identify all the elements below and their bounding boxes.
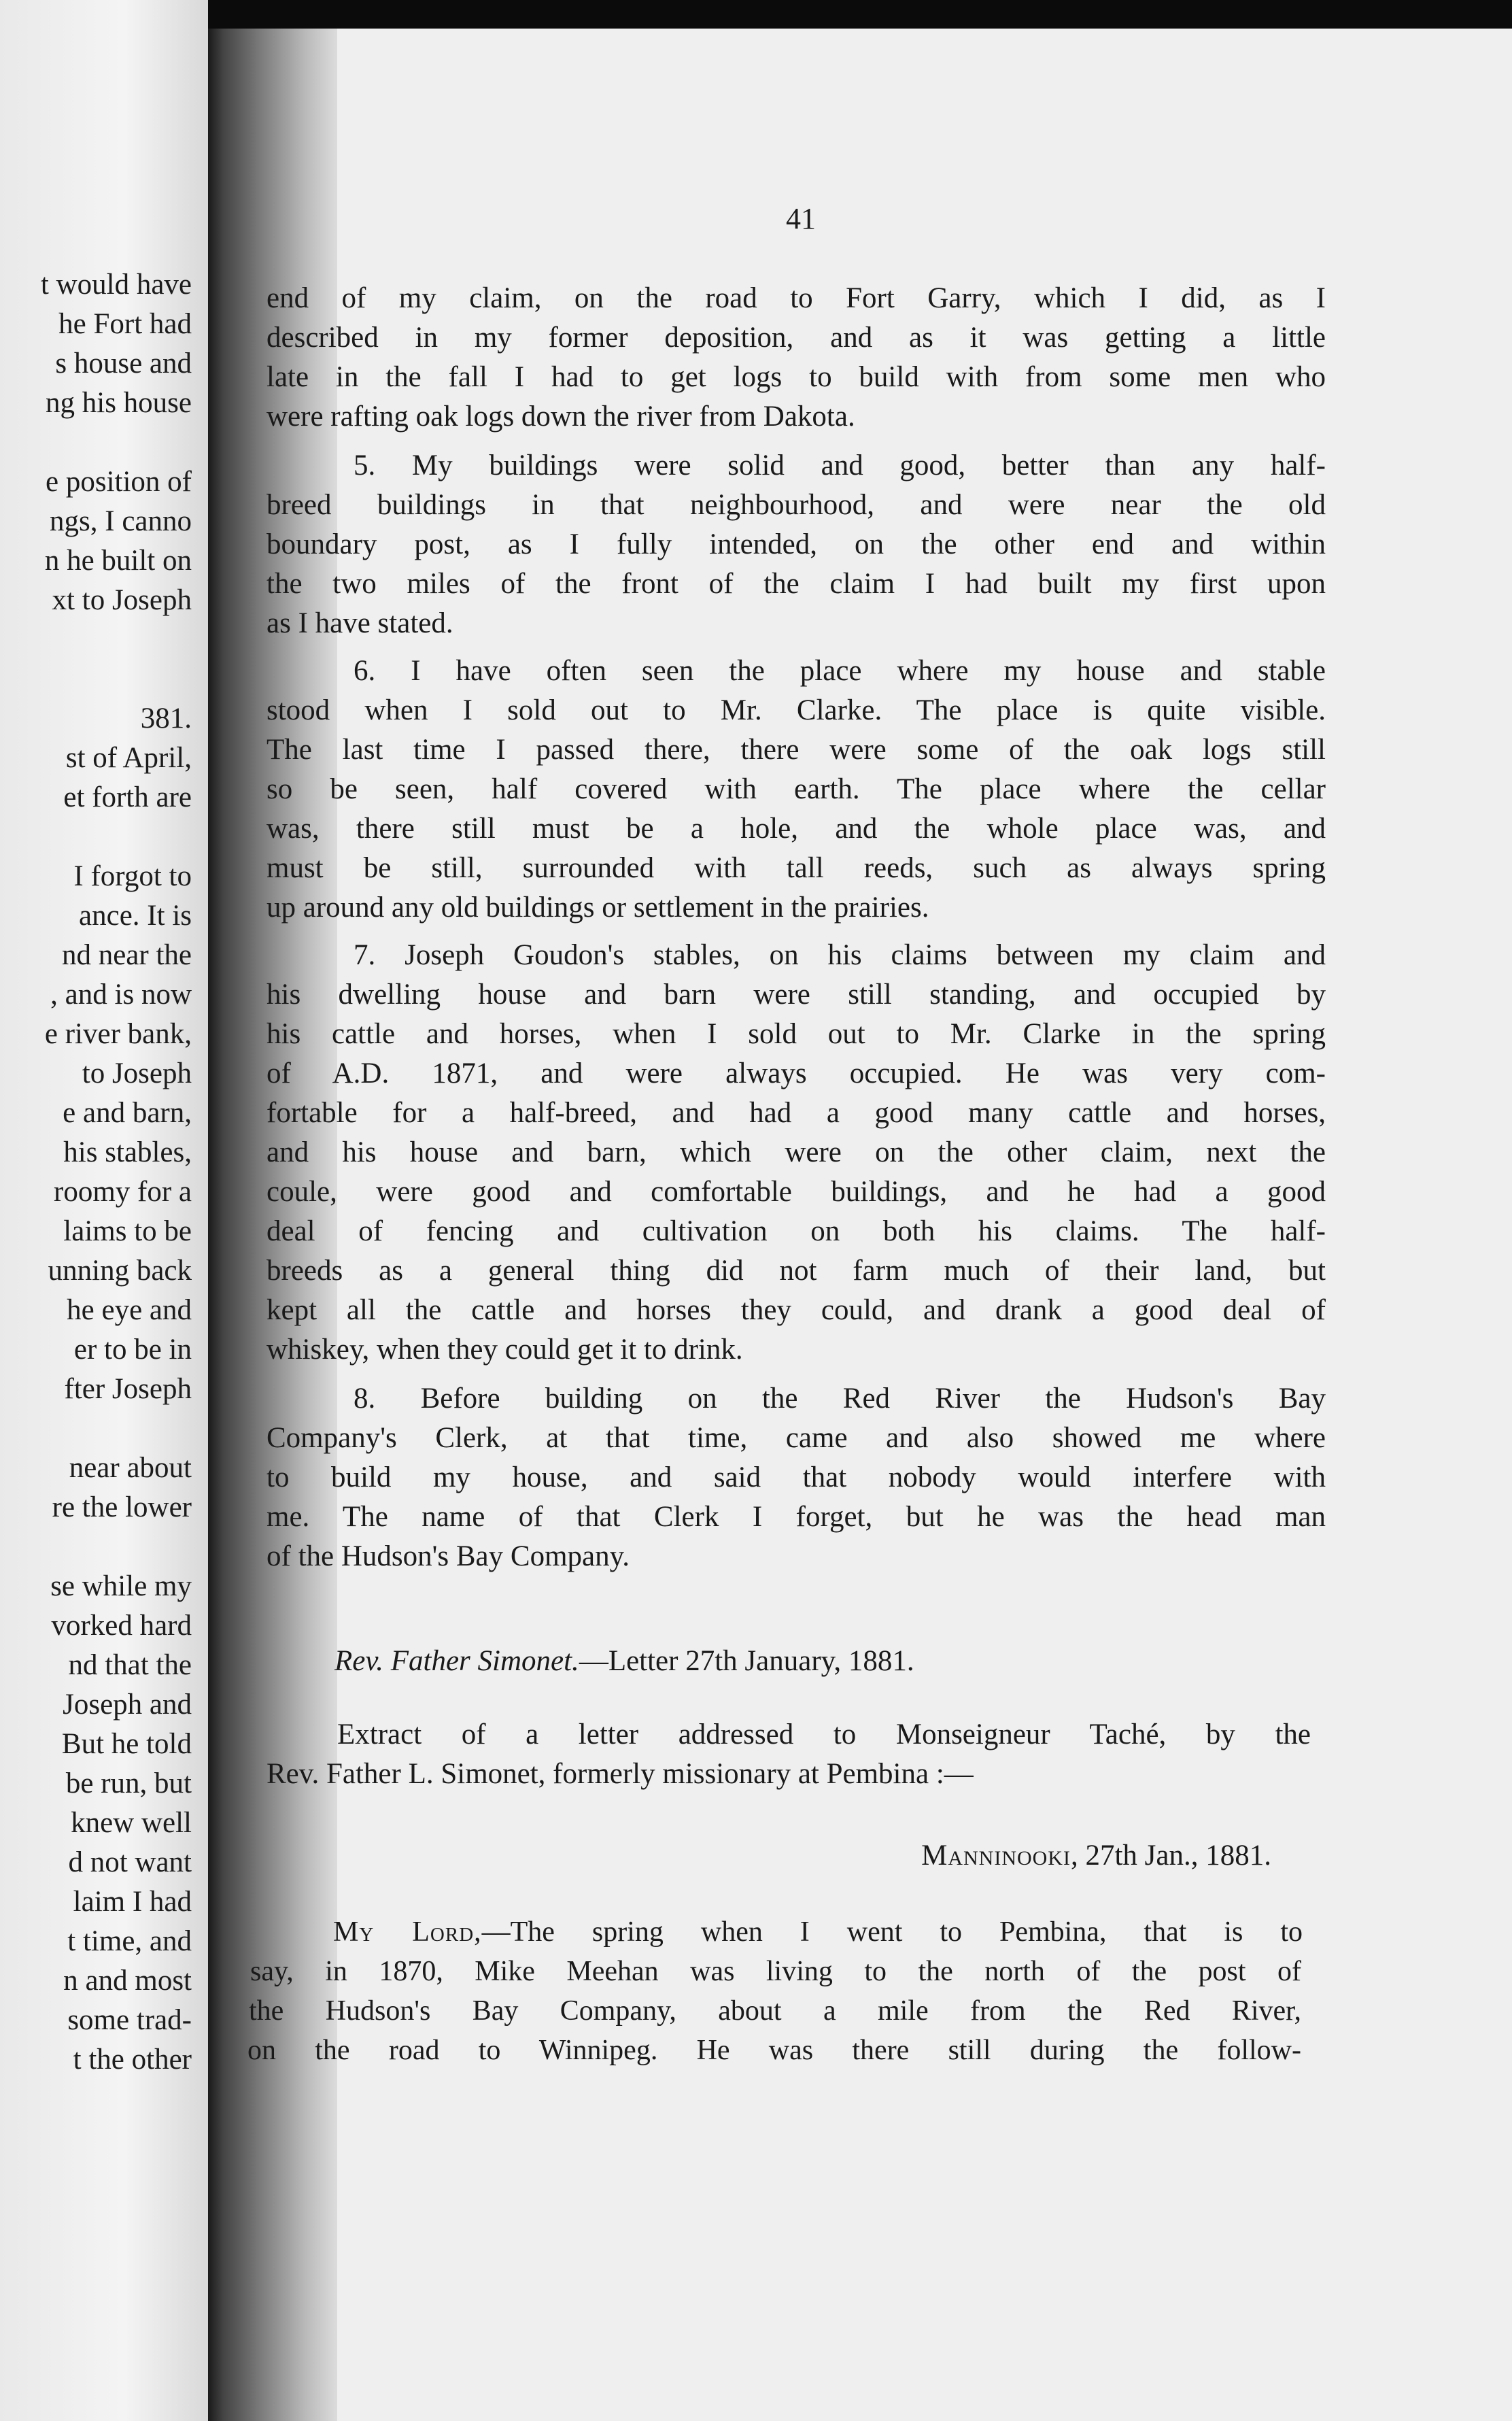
dateline <box>680 1836 1271 1876</box>
facing-page-line: vorked hard <box>51 1610 192 1642</box>
text-line: of the Hudson's Bay Company. <box>267 1540 630 1572</box>
text-line: as I have stated. <box>267 607 453 639</box>
text-line: say, in 1870, Mike Meehan was living to the north of the post of <box>250 1956 1301 1987</box>
facing-page-line: laims to be <box>63 1215 192 1247</box>
facing-page-line: er to be in <box>73 1334 192 1366</box>
facing-page-line <box>0 819 192 856</box>
salutation: My Lord, <box>333 1916 482 1948</box>
facing-page-line: xt to Joseph <box>52 584 192 616</box>
text-line: breed buildings in that neighbourhood, and were near the old <box>267 489 1326 521</box>
facing-page-line <box>0 622 192 658</box>
facing-page-line: e position of <box>46 466 192 498</box>
facing-page-line: be run, but <box>65 1767 192 1799</box>
text-line: his dwelling house and barn were still standing, and occupied by <box>267 979 1326 1011</box>
facing-page-line: he eye and <box>67 1294 192 1326</box>
facing-page-line: roomy for a <box>54 1176 192 1208</box>
paragraph-start: 8. Before building on the Red River the Hudson's Bay <box>354 1383 1326 1415</box>
letter-author: Rev. Father Simonet. <box>334 1645 579 1677</box>
facing-page-line: re the lower <box>52 1491 192 1523</box>
facing-page-line: t time, and <box>67 1925 192 1957</box>
text-line: —The spring when I went to Pembina, that is to <box>481 1916 1303 1948</box>
facing-page-line: , and is now <box>50 979 192 1011</box>
facing-page-line: et forth are <box>63 781 192 813</box>
facing-page-line <box>0 661 192 698</box>
text-line: the Hudson's Bay Company, about a mile from the Red River, <box>249 1995 1301 2027</box>
facing-page-line: some trad- <box>67 2004 192 2036</box>
text-line: his cattle and horses, when I sold out to Mr. Clarke in the spring <box>267 1018 1326 1050</box>
facing-page-line: se while my <box>50 1570 192 1602</box>
text-line: up around any old buildings or settlement in the prairies. <box>267 892 929 924</box>
page-number: 41 <box>786 202 816 235</box>
text-line: boundary post, as I fully intended, on the other end and within <box>267 528 1326 560</box>
text-line: breeds as a general thing did not farm much of their land, but <box>267 1255 1326 1287</box>
paragraph-start: 6. I have often seen the place where my house and stable <box>354 655 1326 687</box>
text-line: so be seen, half covered with earth. The place where the cellar <box>267 773 1326 805</box>
facing-page-line: e and barn, <box>63 1097 192 1129</box>
facing-page-line: s house and <box>55 348 192 379</box>
facing-page-line: laim I had <box>73 1886 192 1918</box>
text-line: stood when I sold out to Mr. Clarke. The place is quite visible. <box>267 694 1326 726</box>
text-line: were rafting oak logs down the river from Dakota. <box>267 401 855 433</box>
facing-page-line: he Fort had <box>58 308 192 340</box>
facing-page-line: d not want <box>68 1846 192 1878</box>
dateline-place: Manninooki <box>921 1840 1071 1872</box>
facing-page-line: st of April, <box>65 742 192 774</box>
paragraph-start: Extract of a letter addressed to Monseigneur Taché, by the <box>337 1719 1311 1750</box>
facing-page-line: ngs, I canno <box>50 505 192 537</box>
letter-date: —Letter 27th January, 1881. <box>579 1645 914 1677</box>
facing-page-line: nd that the <box>68 1649 192 1681</box>
facing-page-line: knew well <box>71 1807 192 1839</box>
text-line: to build my house, and said that nobody would interfere with <box>267 1461 1326 1493</box>
text-line: of A.D. 1871, and were always occupied. He was very com- <box>267 1057 1326 1089</box>
facing-page-line: near about <box>69 1452 192 1484</box>
text-line: end of my claim, on the road to Fort Garry, which I did, as I <box>267 282 1326 314</box>
paragraph-start: 5. My buildings were solid and good, better than any half- <box>354 450 1326 481</box>
text-line: fortable for a half-breed, and had a good many cattle and horses, <box>267 1097 1326 1129</box>
facing-page-line: ance. It is <box>79 900 192 932</box>
dateline-date: , 27th Jan., 1881. <box>1070 1840 1271 1872</box>
text-line: was, there still must be a hole, and the whole place was, and <box>267 813 1326 845</box>
text-line: described in my former deposition, and as it was getting a little <box>267 322 1326 354</box>
facing-page-line <box>0 1410 192 1447</box>
facing-page-line: ng his house <box>46 387 192 419</box>
text-line: on the road to Winnipeg. He was there still during the follow- <box>247 2035 1301 2066</box>
text-line: and his house and barn, which were on the other claim, next the <box>267 1136 1326 1168</box>
facing-page-line: But he told <box>61 1728 192 1760</box>
text-line: whiskey, when they could get it to drink. <box>267 1334 743 1366</box>
facing-page <box>0 0 208 2421</box>
facing-page-line <box>0 424 192 461</box>
text-line: me. The name of that Clerk I forget, but he was the head man <box>267 1501 1326 1533</box>
letter-heading <box>334 1642 1286 1681</box>
facing-page-line: to Joseph <box>82 1057 192 1089</box>
text-line: Company's Clerk, at that time, came and also showed me where <box>267 1422 1326 1454</box>
facing-page-line: his stables, <box>63 1136 192 1168</box>
facing-page-line: n and most <box>63 1965 192 1997</box>
facing-page-line: Joseph and <box>63 1689 192 1721</box>
facing-page-line: 381. <box>140 702 192 734</box>
facing-page-line <box>0 1529 192 1565</box>
text-line: deal of fencing and cultivation on both his claims. The half- <box>267 1215 1326 1247</box>
facing-page-line: n he built on <box>44 545 192 577</box>
facing-page-line: I forgot to <box>73 860 192 892</box>
scan-border <box>208 0 1512 29</box>
text-line: the two miles of the front of the claim I had built my first upon <box>267 568 1326 600</box>
text-line: must be still, surrounded with tall reeds, such as always spring <box>267 852 1326 884</box>
facing-page-line: fter Joseph <box>64 1373 192 1405</box>
facing-page-line: e river bank, <box>44 1018 192 1050</box>
letter-opening <box>333 1912 1303 1952</box>
facing-page-line: t would have <box>40 269 192 301</box>
paragraph-start: 7. Joseph Goudon's stables, on his claims between my claim and <box>354 939 1326 971</box>
text-line: late in the fall I had to get logs to build with from some men who <box>267 361 1326 393</box>
text-line: coule, were good and comfortable buildings, and he had a good <box>267 1176 1326 1208</box>
text-line: Rev. Father L. Simonet, formerly missionary at Pembina :— <box>267 1758 974 1790</box>
text-line: The last time I passed there, there were some of the oak logs still <box>267 734 1326 766</box>
facing-page-line: nd near the <box>61 939 192 971</box>
facing-page-line: t the other <box>73 2044 192 2076</box>
text-line: kept all the cattle and horses they could, and drank a good deal of <box>267 1294 1326 1326</box>
facing-page-line: unning back <box>48 1255 192 1287</box>
